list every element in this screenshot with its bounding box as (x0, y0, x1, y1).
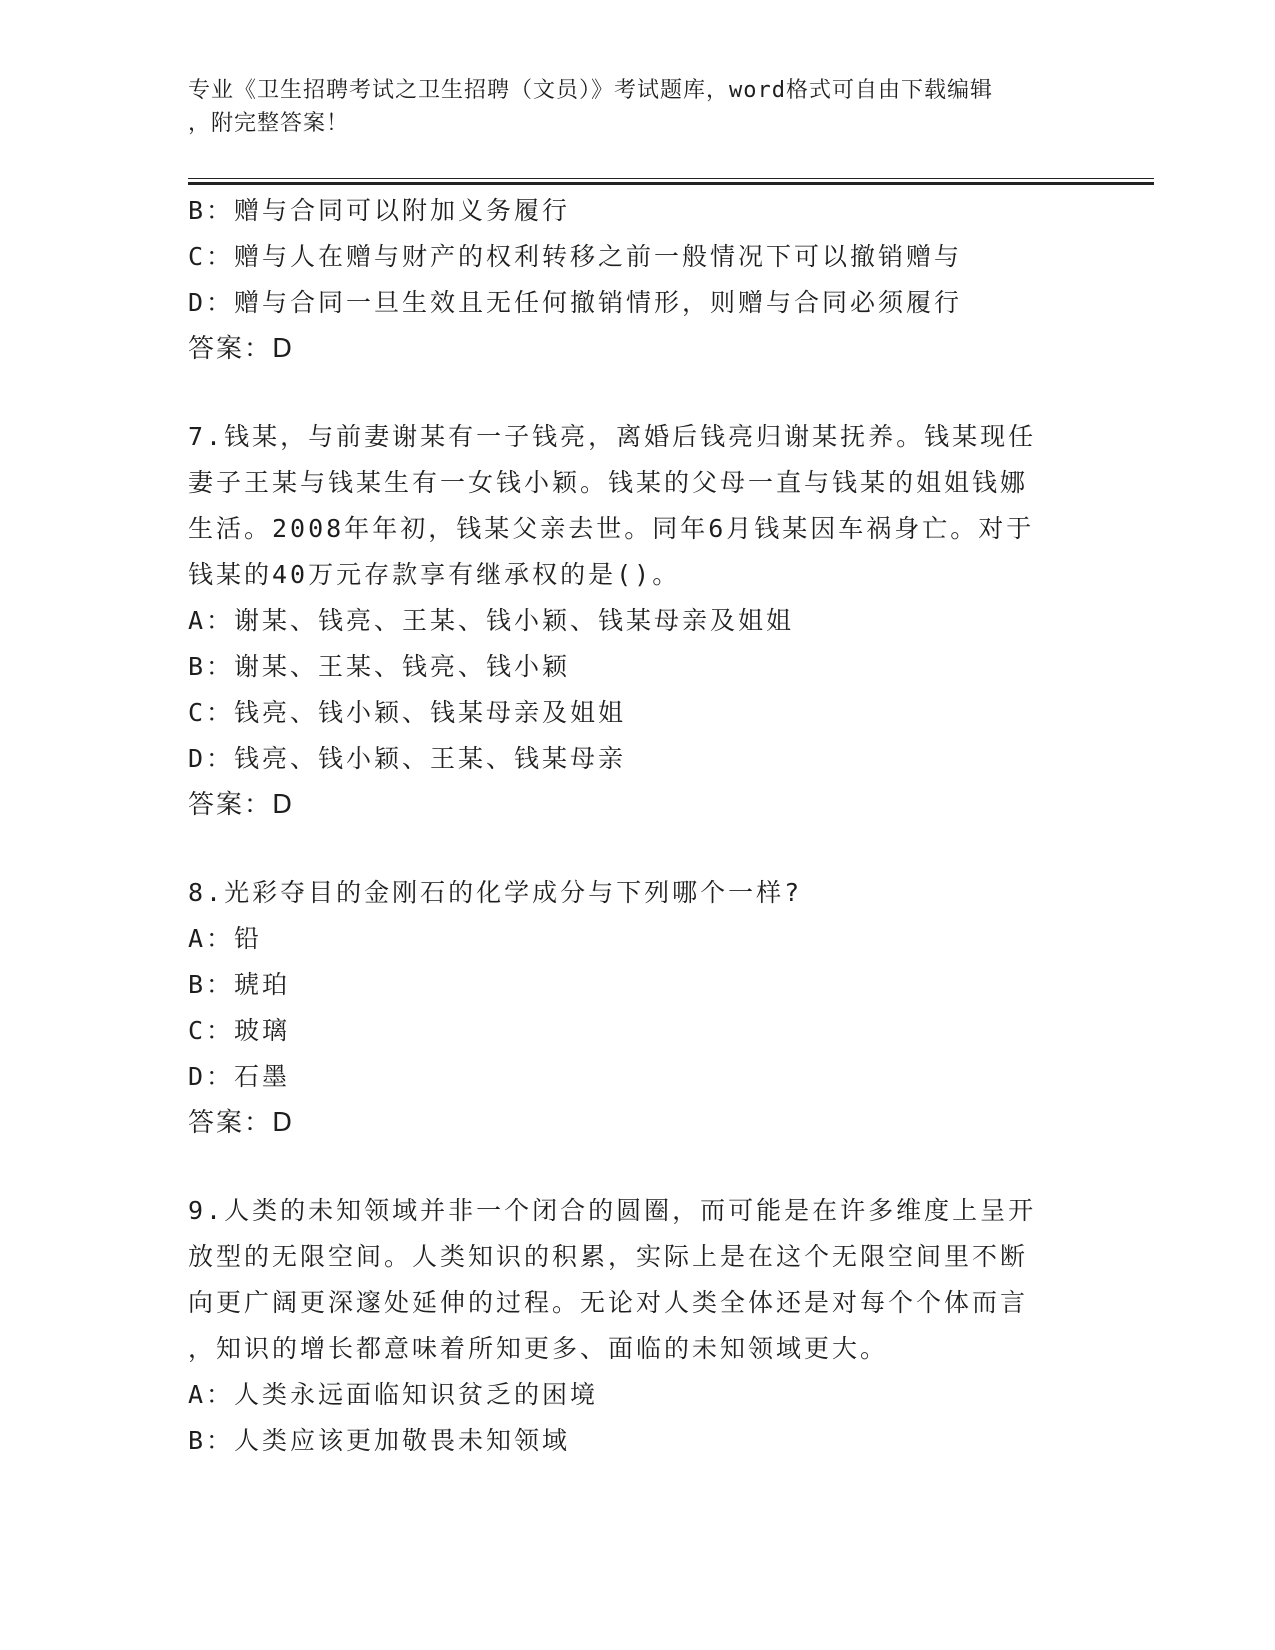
option-a: A：谢某、钱亮、王某、钱小颖、钱某母亲及姐姐 (188, 606, 795, 635)
option-b: B：赠与合同可以附加义务履行 (188, 196, 571, 225)
question-6-partial (188, 188, 1088, 372)
question-stem-line: 生活。2008年年初，钱某父亲去世。同年6月钱某因车祸身亡。对于 (188, 514, 1035, 543)
answer-line: 答案：D (188, 1108, 295, 1138)
option-b: B：人类应该更加敬畏未知领域 (188, 1426, 571, 1455)
question-stem-line: ，知识的增长都意味着所知更多、面临的未知领域更大。 (188, 1334, 889, 1363)
option-d: D：钱亮、钱小颖、王某、钱某母亲 (188, 744, 627, 773)
question-stem-line: 9.人类的未知领域并非一个闭合的圆圈，而可能是在许多维度上呈开 (188, 1196, 1037, 1225)
option-a: A：人类永远面临知识贫乏的困境 (188, 1380, 599, 1409)
option-d: D：赠与合同一旦生效且无任何撤销情形，则赠与合同必须履行 (188, 288, 963, 317)
option-c: C：赠与人在赠与财产的权利转移之前一般情况下可以撤销赠与 (188, 242, 963, 271)
question-stem-line: 放型的无限空间。人类知识的积累，实际上是在这个无限空间里不断 (188, 1242, 1029, 1271)
option-c: C：钱亮、钱小颖、钱某母亲及姐姐 (188, 698, 627, 727)
question-stem-line: 钱某的40万元存款享有继承权的是()。 (188, 560, 681, 589)
question-stem-line: 7.钱某，与前妻谢某有一子钱亮，离婚后钱亮归谢某抚养。钱某现任 (188, 422, 1037, 451)
option-b: B：琥珀 (188, 970, 291, 999)
option-c: C：玻璃 (188, 1016, 291, 1045)
header-title-line-continued: ，附完整答案！ (188, 111, 350, 136)
question-spacer (188, 372, 1088, 414)
question-stem-line: 向更广阔更深邃处延伸的过程。无论对人类全体还是对每个个体而言 (188, 1288, 1029, 1317)
header-divider-thin (188, 178, 1154, 179)
question-7 (188, 414, 1088, 828)
question-content (188, 188, 1088, 1464)
option-b: B：谢某、王某、钱亮、钱小颖 (188, 652, 571, 681)
header-title-line: 专业《卫生招聘考试之卫生招聘（文员）》考试题库，word格式可自由下载编辑 (188, 78, 993, 103)
document-header (188, 74, 1068, 140)
option-a: A：铅 (188, 924, 263, 953)
answer-line: 答案：D (188, 334, 295, 364)
option-d: D：石墨 (188, 1062, 291, 1091)
question-8 (188, 870, 1088, 1146)
question-stem-line: 妻子王某与钱某生有一女钱小颖。钱某的父母一直与钱某的姐姐钱娜 (188, 468, 1029, 497)
question-stem-line: 8.光彩夺目的金刚石的化学成分与下列哪个一样? (188, 878, 803, 907)
question-spacer (188, 828, 1088, 870)
answer-line: 答案：D (188, 790, 295, 820)
header-divider-thick (188, 182, 1154, 185)
question-spacer (188, 1146, 1088, 1188)
question-9 (188, 1188, 1088, 1464)
